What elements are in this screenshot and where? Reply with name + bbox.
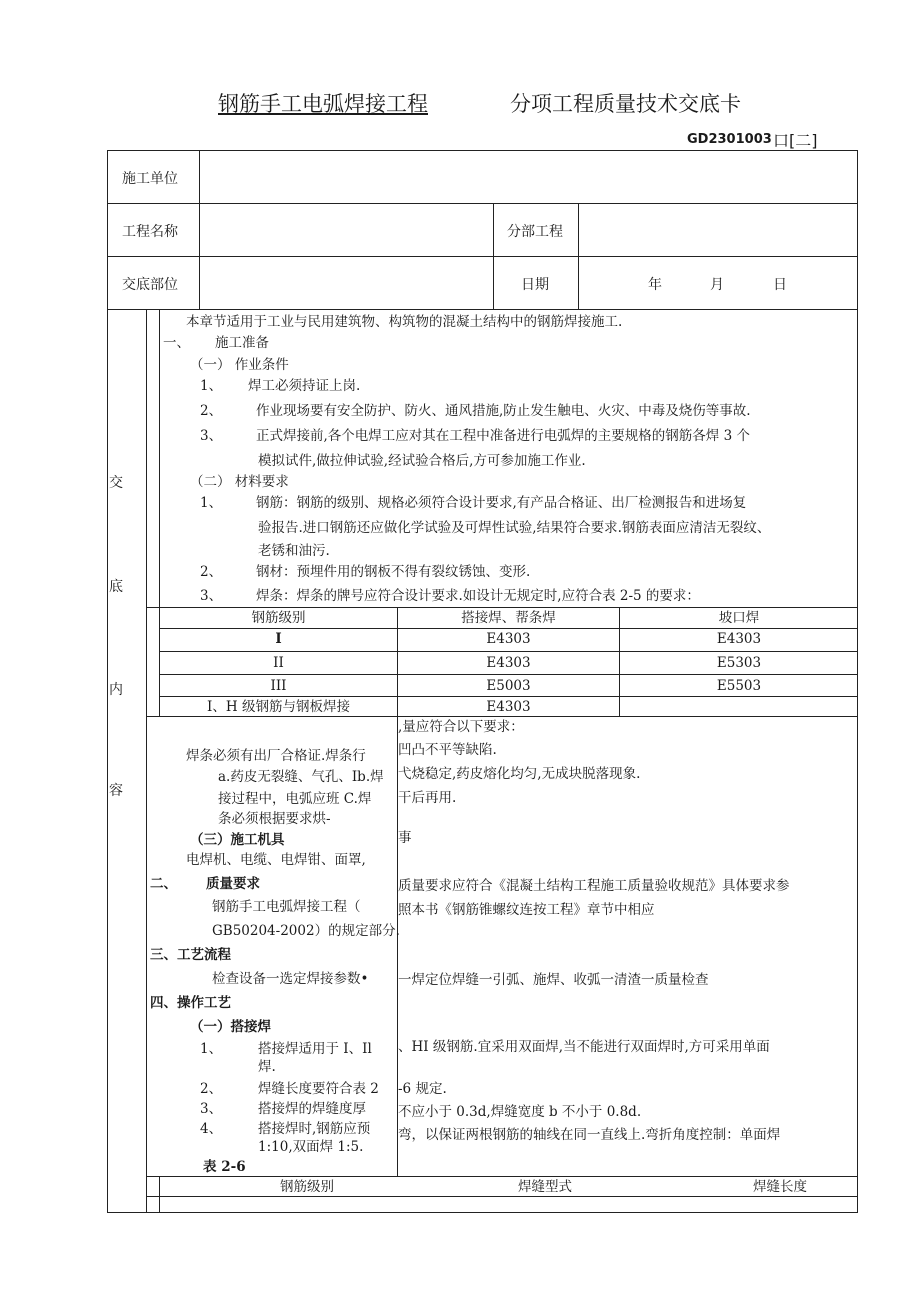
table-2-5-top [146, 607, 858, 608]
item-number: 2、 [200, 1081, 223, 1097]
right-text-line: 一焊定位焊缝一引弧、施焊、收弧一清渣一质量检查 [398, 972, 709, 988]
item-text-cont: 老锈和油污. [258, 543, 330, 559]
date-month: 月 [710, 277, 724, 293]
side-label-char: 内 [109, 682, 123, 698]
table-2-5-cell: E4303 [716, 631, 762, 647]
col-divider [578, 203, 579, 309]
item-text-cont: 1:10,双面焊 1:5. [258, 1139, 364, 1155]
item-text-cont: 焊. [258, 1059, 276, 1075]
table-2-5-cell: E4303 [486, 699, 531, 715]
table-2-5-header: 钢筋级别 [251, 610, 306, 626]
date-day: 日 [773, 277, 787, 293]
section-1-number: 一、 [163, 335, 190, 351]
tools-title: （三）施工机具 [190, 832, 285, 848]
lap-weld-title: （一）搭接焊 [190, 1019, 271, 1035]
table-2-5-cell: E5303 [716, 655, 762, 671]
table-2-5-cell: E4303 [486, 655, 531, 671]
left-text-line: 接过程中，电弧应班 C.焊 [218, 791, 372, 807]
table-2-5-cell: I [275, 631, 282, 647]
table-2-6-header: 焊缝长度 [753, 1179, 807, 1195]
table-2-5-row-line [159, 696, 858, 697]
item-number: 2、 [200, 564, 223, 580]
side-label-char: 容 [109, 783, 123, 799]
row-divider [107, 309, 858, 310]
item-number: 4、 [200, 1121, 223, 1137]
item-number: 2、 [200, 403, 223, 419]
table-2-5-header: 搭接焊、帮条焊 [461, 610, 556, 626]
side-column-divider [146, 309, 147, 1213]
project-name-label: 工程名称 [122, 224, 178, 240]
side-label-char: 底 [109, 579, 123, 595]
right-text-line: 凹凸不平等缺陷. [398, 742, 497, 758]
right-text-line: 弯，以保证两根钢筋的轴线在同一直线上.弯折角度控制：单面焊 [398, 1127, 781, 1143]
item-text: 搭接焊适用于 I、Il [258, 1041, 372, 1057]
right-text-line: ,量应符合以下要求： [398, 719, 524, 735]
row-divider [107, 203, 858, 204]
quality-number: 二、 [150, 876, 177, 892]
item-number: 1、 [200, 495, 223, 511]
table-2-6-col [159, 1176, 160, 1213]
process-title: 三、工艺流程 [150, 947, 231, 963]
left-text-line: 焊条必须有出厂合格证.焊条行 [186, 748, 366, 764]
table-2-6-top [146, 1176, 858, 1177]
item-text: 焊缝长度要符合表 2 [258, 1081, 379, 1097]
item-text-cont: 验报告.进口钢筋还应做化学试验及可焊性试验,结果符合要求.钢筋表面应清洁无裂纹、 [258, 520, 771, 536]
operation-title: 四、操作工艺 [150, 995, 231, 1011]
quality-title: 质量要求 [206, 876, 260, 892]
doc-code-suffix: 口[二] [773, 131, 818, 150]
quality-text: 钢筋手工电弧焊接工程（ [212, 899, 361, 915]
right-text-line: 不应小于 0.3d,焊缝宽度 b 不小于 0.8d. [398, 1104, 642, 1120]
item-number: 3、 [200, 588, 223, 604]
intro-text: 本章节适用于工业与民用建筑物、构筑物的混凝土结构中的钢筋焊接施工. [186, 314, 623, 330]
col-divider [493, 203, 494, 309]
location-label: 交底部位 [122, 277, 178, 293]
item-text: 正式焊接前,各个电焊工应对其在工程中准备进行电弧焊的主要规格的钢筋各焊 3 个 [256, 428, 750, 444]
tools-text: 电焊机、电缆、电焊钳、面罩, [186, 852, 366, 868]
left-text-line: 条必须根据要求烘- [218, 811, 331, 827]
item-number: 3、 [200, 1101, 223, 1117]
subsection-work-conditions: （一） 作业条件 [190, 357, 289, 373]
item-text-cont: 模拟试件,做拉伸试验,经试验合格后,方可参加施工作业. [258, 453, 586, 469]
item-text: 作业现场要有安全防护、防火、通风措施,防止发生触电、火灾、中毒及烧伤等事故. [256, 403, 751, 419]
sub-project-label: 分部工程 [507, 224, 563, 240]
item-number: 1、 [200, 1041, 223, 1057]
title-left: 钢筋手工电弧焊接工程 [218, 92, 428, 116]
quality-text: GB50204-2002）的规定部分. [212, 923, 400, 939]
right-text-line: 干后再用. [398, 790, 457, 806]
item-text: 焊条：焊条的牌号应符合设计要求.如设计无规定时,应符合表 2-5 的要求： [256, 588, 700, 604]
table-2-6-row-line [146, 1196, 858, 1197]
row-divider [107, 256, 858, 257]
table-2-5-bottom [146, 716, 858, 717]
table-2-6-header: 钢筋级别 [280, 1179, 334, 1195]
item-text: 搭接焊的焊缝度厚 [258, 1101, 366, 1117]
right-text-line: 事 [398, 830, 412, 846]
table-2-6-header: 焊缝型式 [518, 1179, 572, 1195]
item-text: 钢材：预埋件用的钢板不得有裂纹锈蚀、变形. [256, 564, 531, 580]
title-right: 分项工程质量技术交底卡 [510, 92, 741, 116]
doc-code: GD2301003 [687, 132, 772, 147]
table-2-5-cell: II [273, 655, 284, 671]
item-number: 3、 [200, 428, 223, 444]
right-text-line: 照本书《钢筋锥螺纹连按工程》章节中相应 [398, 902, 655, 918]
item-text: 钢筋：钢筋的级别、规格必须符合设计要求,有产品合格证、出厂检测报告和进场复 [256, 495, 747, 511]
col-divider [199, 150, 200, 309]
table-2-5-cell: I、H 级钢筋与钢板焊接 [207, 699, 350, 715]
subsection-materials: （二） 材料要求 [190, 474, 289, 490]
section-1-title: 施工准备 [215, 335, 269, 351]
table-2-5-cell: III [270, 678, 287, 694]
item-text: 搭接焊时,钢筋应预 [258, 1121, 371, 1137]
right-text-line: -6 规定. [398, 1081, 447, 1097]
table-2-6-label: 表 2-6 [203, 1159, 246, 1175]
right-text-line: 弋烧稳定,药皮熔化均匀,无成块脱落现象. [398, 766, 641, 782]
right-text-line: 、HI 级钢筋.宜采用双面焊,当不能进行双面焊时,方可采用单面 [398, 1039, 770, 1055]
left-text-line: a.药皮无裂缝、气孔、Ib.焊 [218, 769, 384, 785]
table-2-5-row-line [159, 628, 858, 629]
date-label: 日期 [521, 277, 549, 293]
construction-unit-label: 施工单位 [122, 171, 178, 187]
table-2-5-row-line [159, 674, 858, 675]
table-2-5-row-line [159, 651, 858, 652]
table-2-5-cell: E4303 [486, 631, 531, 647]
item-text: 焊工必须持证上岗. [248, 378, 361, 394]
table-2-5-cell: E5003 [486, 678, 531, 694]
table-2-5-header: 坡口焊 [718, 610, 760, 626]
right-text-line: 质量要求应符合《混凝土结构工程施工质量验收规范》具体要求参 [398, 878, 790, 894]
table-2-5-cell: E5503 [716, 678, 762, 694]
process-text: 检查设备一选定焊接参数• [212, 971, 369, 987]
item-number: 1、 [200, 378, 223, 394]
side-label-char: 交 [109, 475, 123, 491]
date-year: 年 [648, 277, 662, 293]
